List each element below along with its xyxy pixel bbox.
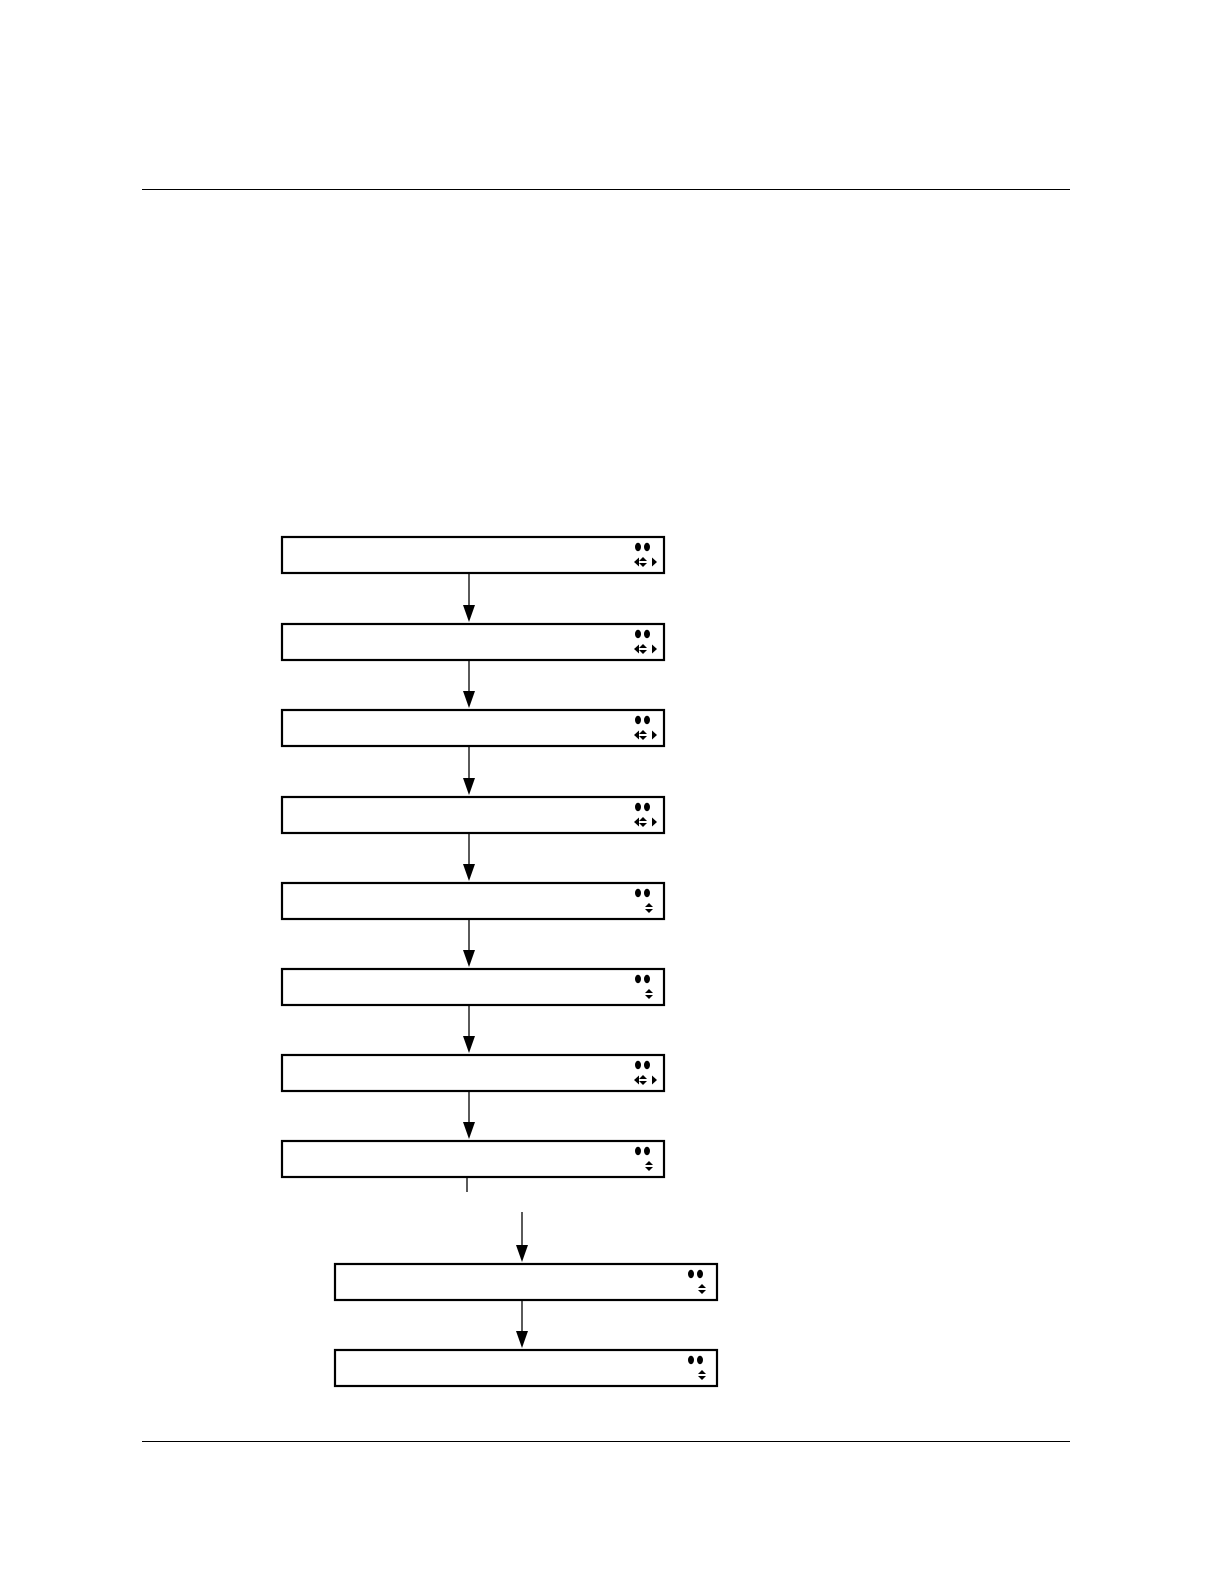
lcd-screen[interactable] <box>282 537 664 573</box>
arrowhead <box>463 691 475 708</box>
down-arrow <box>463 746 475 795</box>
lcd-screen[interactable] <box>282 624 664 660</box>
lcd-frame <box>335 1350 717 1386</box>
arrowhead <box>463 864 475 881</box>
lcd-frame <box>282 537 664 573</box>
lcd-screen[interactable] <box>282 1055 664 1091</box>
down-arrow <box>463 833 475 881</box>
down-arrow <box>463 573 475 622</box>
down-arrow <box>463 660 475 708</box>
down-arrow <box>516 1300 528 1348</box>
arrowhead <box>463 1036 475 1053</box>
arrowhead <box>516 1245 528 1262</box>
flow-connectors <box>463 573 528 1348</box>
down-arrow <box>463 1091 475 1139</box>
lcd-screen[interactable] <box>282 710 664 746</box>
lcd-screen[interactable] <box>282 883 664 919</box>
lcd-frame <box>282 969 664 1005</box>
flow-screens <box>282 537 717 1386</box>
arrowhead <box>516 1331 528 1348</box>
lcd-screen[interactable] <box>282 1141 664 1177</box>
lcd-frame <box>282 1141 664 1177</box>
arrowhead <box>463 605 475 622</box>
arrowhead <box>463 1122 475 1139</box>
down-arrow <box>516 1212 528 1262</box>
lcd-screen[interactable] <box>282 797 664 833</box>
arrowhead <box>463 950 475 967</box>
lcd-frame <box>282 710 664 746</box>
lcd-frame <box>282 797 664 833</box>
lcd-screen[interactable] <box>335 1350 717 1386</box>
down-arrow <box>463 1005 475 1053</box>
arrowhead <box>463 778 475 795</box>
lcd-frame <box>282 624 664 660</box>
lcd-screen[interactable] <box>282 969 664 1005</box>
lcd-frame <box>335 1264 717 1300</box>
down-arrow <box>463 919 475 967</box>
lcd-frame <box>282 1055 664 1091</box>
lcd-frame <box>282 883 664 919</box>
lcd-screen[interactable] <box>335 1264 717 1300</box>
